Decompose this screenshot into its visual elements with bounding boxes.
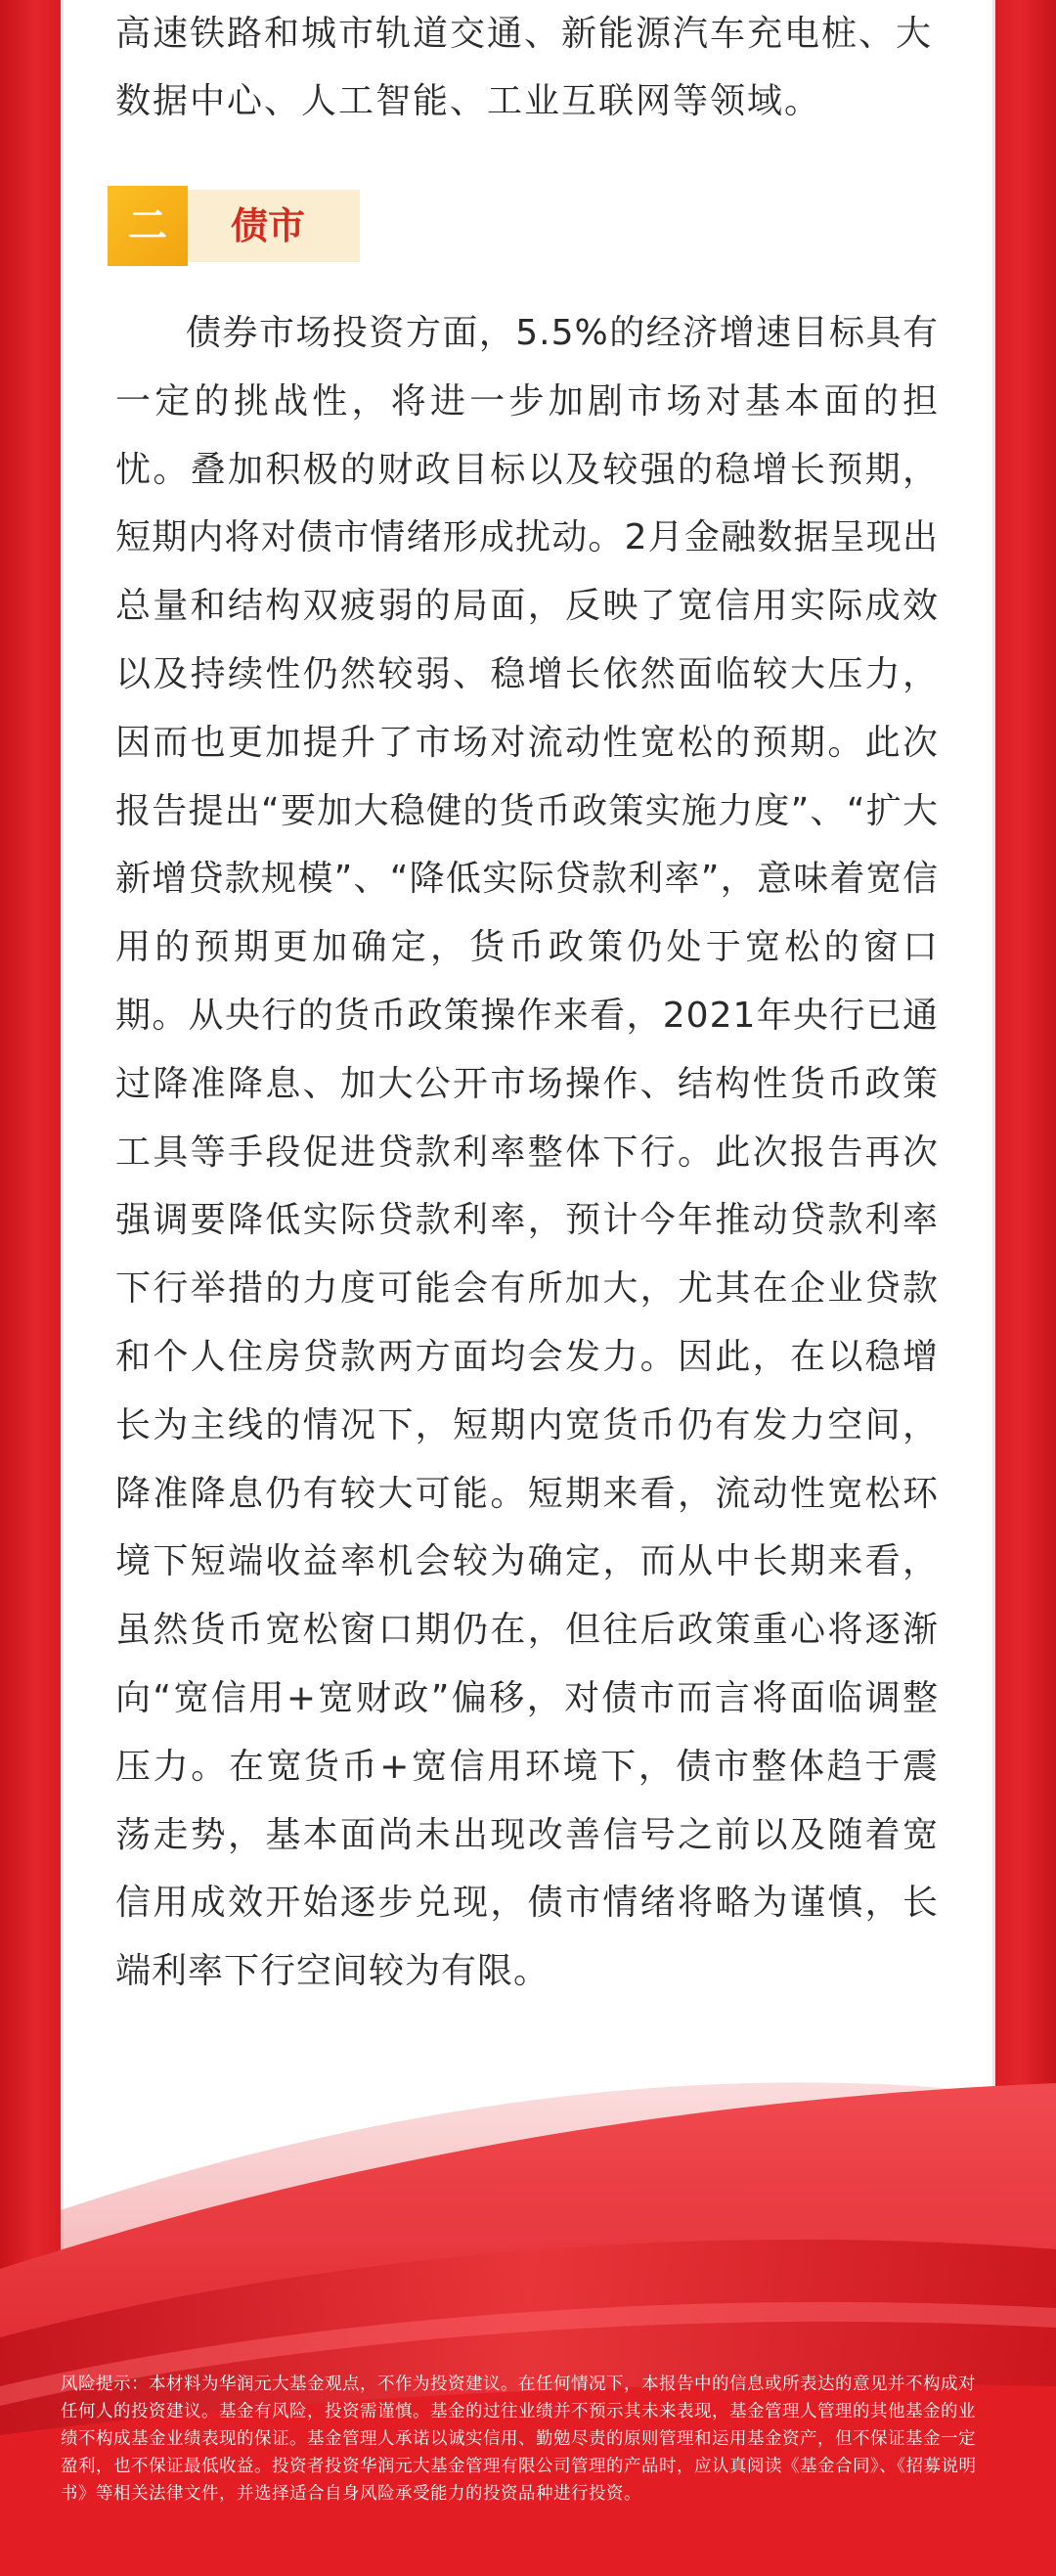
risk-notice: 风险提示：本材料为华润元大基金观点，不作为投资建议。在任何情况下，本报告中的信息或所表达的意见并不构成对任何人的投资建议。基金有风险，投资需谨慎。基金的过往业绩并不预示其未来表现，基金管理人管理的其他基金的业绩不构成基金业绩表现的保证。基金管理人承诺以诚实信用、勤勉尽责的原则管理和运用基金资产，但不保证基金一定盈利，也不保证最低收益。投资者投资华润元大基金管理有限公司管理的产品时，应认真阅读《基金合同》、《招募说明书》等相关法律文件，并选择适合自身风险承受能力的投资品种进行投资。 [61,2375,977,2504]
section-header [108,186,360,266]
body-text [115,299,939,2006]
intro-line: 数据中心、人工智能、工业互联网等领域。 [115,81,822,121]
intro-line: 高速铁路和城市轨道交通、新能源汽车充电桩、大 [115,14,934,54]
intro-text [115,0,956,135]
section-number-badge: 二 [108,186,188,266]
section-title: 债市 [231,204,306,247]
body-paragraph: 债券市场投资方面，5.5%的经济增速目标具有一定的挑战性，将进一步加剧市场对基本面的担忧。叠加积极的财政目标以及较强的稳增长预期，短期内将对债市情绪形成扰动。2月金融数据呈现出总量和结构双疲弱的局面，反映了宽信用实际成效以及持续性仍然较弱、稳增长依然面临较大压力，因而也更加提升了市场对流动性宽松的预期。此次报告提出“要加大稳健的货币政策实施力度”、“扩大新增贷款规模”、“降低实际贷款利率”，意味着宽信用的预期更加确定，货币政策仍处于宽松的窗口期。从央行的货币政策操作来看，2021年央行已通过降准降息、加大公开市场操作、结构性货币政策工具等手段促进贷款利率整体下行。此次报告再次强调要降低实际贷款利率，预计今年推动贷款利率下行举措的力度可能会有所加大，尤其在企业贷款和个人住房贷款两方面均会发力。因此，在以稳增长为主线的情况下，短期内宽货币仍有发力空间，降准降息仍有较大可能。短期来看，流动性宽松环境下短端收益率机会较为确定，而从中长期来看，虽然货币宽松窗口期仍在，但往后政策重心将逐渐向“宽信用+宽财政”偏移，对债市而言将面临调整压力。在宽货币+宽信用环境下，债市整体趋于震荡走势，基本面尚未出现改善信号之前以及随着宽信用成效开始逐步兑现，债市情绪将略为谨慎，长端利率下行空间较为有限。 [115,313,939,1992]
